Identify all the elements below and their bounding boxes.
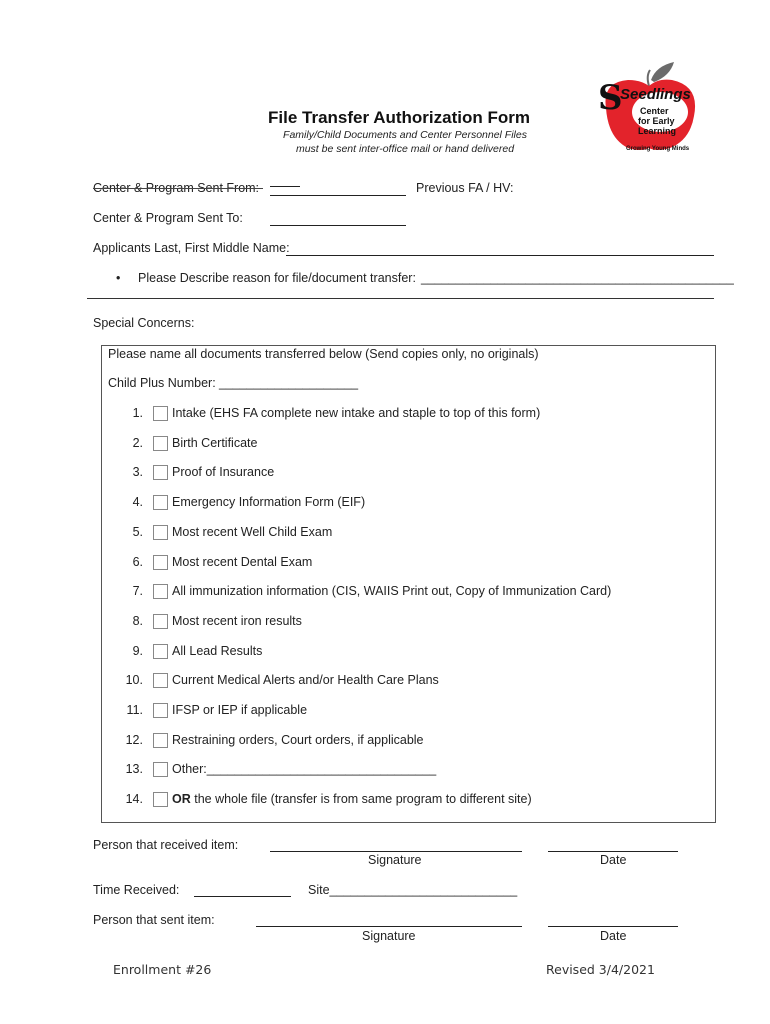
item-number: 2.: [132, 436, 143, 450]
item-label: Most recent Dental Exam: [172, 555, 313, 569]
item-label: Proof of Insurance: [172, 465, 275, 479]
item-number: 9.: [132, 644, 143, 658]
item-label: Emergency Information Form (EIF): [172, 495, 366, 509]
received-signature-label: Signature: [368, 853, 422, 867]
previous-fa-label: Previous FA / HV:: [416, 181, 514, 195]
sent-date-label: Date: [600, 929, 627, 943]
item-checkbox[interactable]: [153, 644, 168, 659]
item-label: Current Medical Alerts and/or Health Care Plans: [172, 673, 439, 687]
footer-revised: Revised 3/4/2021: [546, 962, 655, 977]
seedlings-logo: S Seedlings Center for Early Learning Growing Young Minds: [596, 58, 704, 162]
site-field[interactable]: Site___________________________: [308, 883, 518, 897]
applicant-name-label: Applicants Last, First Middle Name:: [93, 241, 290, 255]
reason-bullet: •: [116, 271, 121, 285]
reason-label: Please Describe reason for file/document transfer:: [138, 271, 416, 285]
item-checkbox[interactable]: [153, 436, 168, 451]
received-date-field[interactable]: [548, 851, 678, 852]
item-number: 8.: [132, 614, 143, 628]
logo-line2: for Early: [638, 116, 675, 126]
item-checkbox[interactable]: [153, 525, 168, 540]
item-number: 12.: [125, 733, 143, 747]
item-number: 11.: [126, 703, 143, 717]
child-plus-label: Child Plus Number:: [108, 376, 216, 390]
item-number: 1.: [132, 406, 143, 420]
section-divider: [87, 298, 714, 299]
item-label: Restraining orders, Court orders, if applicable: [172, 733, 424, 747]
sent-item-label: Person that sent item:: [93, 913, 215, 927]
item-label: Intake (EHS FA complete new intake and staple to top of this form): [172, 406, 541, 420]
special-concerns-label: Special Concerns:: [93, 316, 195, 330]
sent-from-short-field[interactable]: [270, 186, 300, 187]
form-subtitle-line2: must be sent inter-office mail or hand delivered: [295, 143, 515, 155]
sent-to-label: Center & Program Sent To:: [93, 211, 243, 225]
item-number: 7.: [132, 584, 143, 598]
item-number: 5.: [132, 525, 143, 539]
item-prefix: OR: [172, 792, 191, 806]
strike-line: [93, 188, 263, 189]
received-date-label: Date: [600, 853, 627, 867]
item-number: 4.: [132, 495, 143, 509]
applicant-name-field[interactable]: [286, 255, 714, 256]
item-label: All immunization information (CIS, WAIIS Print out, Copy of Immunization Card): [172, 584, 612, 598]
sent-date-field[interactable]: [548, 926, 678, 927]
time-received-field[interactable]: [194, 896, 291, 897]
item-label: Most recent Well Child Exam: [172, 525, 333, 539]
time-received-label: Time Received:: [93, 883, 180, 897]
item-checkbox[interactable]: [153, 614, 168, 629]
item-number: 13.: [125, 762, 143, 776]
item-number: 14.: [125, 792, 143, 806]
form-subtitle-line1: Family/Child Documents and Center Personnel Files: [283, 129, 527, 141]
logo-brand: Seedlings: [620, 86, 691, 103]
child-plus-field[interactable]: ____________________: [219, 376, 359, 390]
logo-tagline: Growing Young Minds: [626, 146, 690, 152]
item-checkbox[interactable]: [153, 406, 168, 421]
item-label: All Lead Results: [172, 644, 263, 658]
sent-signature-field[interactable]: [256, 926, 522, 927]
item-number: 3.: [132, 465, 143, 479]
item-label: Birth Certificate: [172, 436, 258, 450]
item-checkbox[interactable]: [153, 584, 168, 599]
item-number: 10.: [125, 673, 143, 687]
item-checkbox[interactable]: [153, 495, 168, 510]
sent-from-label: Center & Program Sent From:: [93, 181, 260, 195]
item-label: IFSP or IEP if applicable: [172, 703, 308, 717]
item-label: Other:_________________________________: [172, 762, 437, 776]
item-checkbox[interactable]: [153, 733, 168, 748]
item-label: [172, 792, 532, 806]
item-label: Most recent iron results: [172, 614, 302, 628]
logo-line3: Learning: [638, 126, 677, 136]
sent-signature-label: Signature: [362, 929, 416, 943]
logo-line1: Center: [640, 106, 669, 116]
item-checkbox[interactable]: [153, 792, 168, 807]
reason-field[interactable]: _____________________________________________: [421, 271, 734, 285]
item-number: 6.: [132, 555, 143, 569]
item-checkbox[interactable]: [153, 555, 168, 570]
item-checkbox[interactable]: [153, 673, 168, 688]
form-title: File Transfer Authorization Form: [268, 108, 530, 127]
sent-from-field[interactable]: [270, 195, 406, 196]
item-checkbox[interactable]: [153, 703, 168, 718]
footer-enrollment: Enrollment #26: [113, 962, 212, 977]
item-text: the whole file (transfer is from same program to different site): [194, 792, 532, 806]
received-signature-field[interactable]: [270, 851, 522, 852]
received-label: Person that received item:: [93, 838, 239, 852]
documents-instruction: Please name all documents transferred below (Send copies only, no originals): [108, 347, 539, 361]
item-checkbox[interactable]: [153, 762, 168, 777]
sent-to-field[interactable]: [270, 225, 406, 226]
item-checkbox[interactable]: [153, 465, 168, 480]
